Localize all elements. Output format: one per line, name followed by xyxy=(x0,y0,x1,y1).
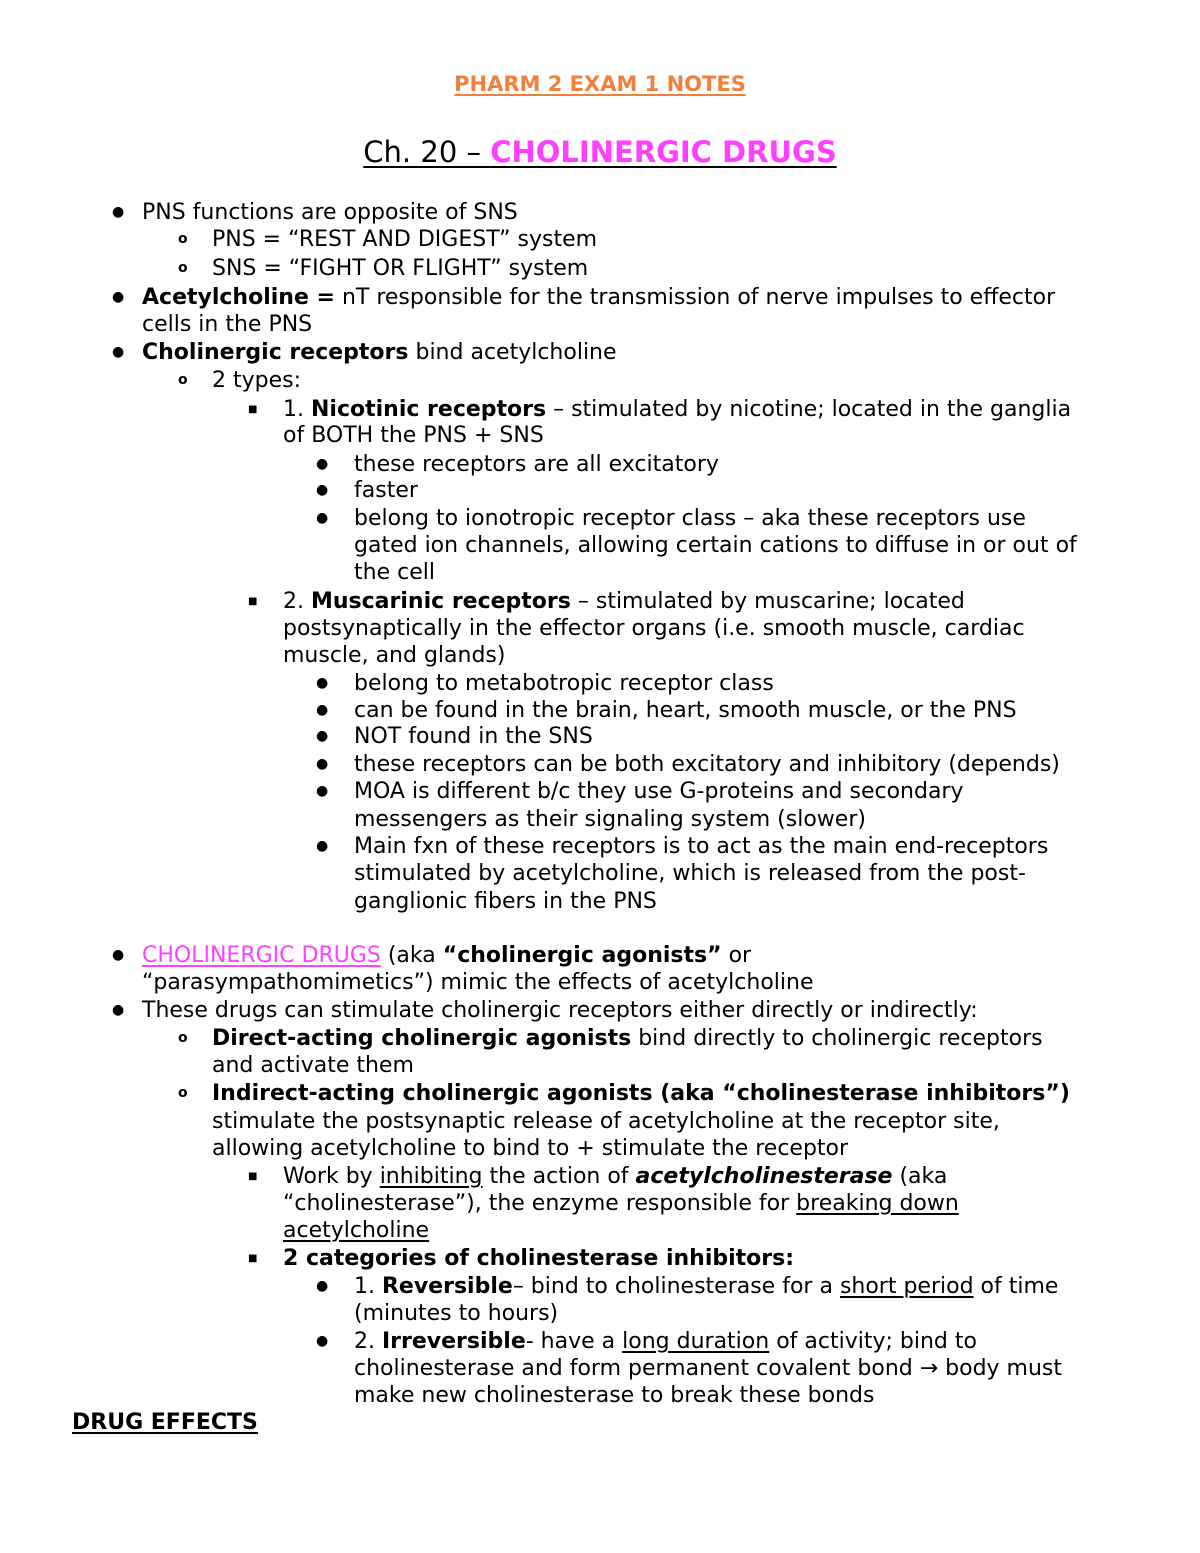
note-text: – bind to cholinesterase for a xyxy=(512,1274,840,1299)
note-line xyxy=(354,1328,977,1355)
note-line: MOA is different b/c they use G-proteins and secondary xyxy=(354,779,964,804)
note-line: 2 types: xyxy=(212,368,302,393)
note-text: nT responsible for the transmission of nerve impulses to effector xyxy=(334,285,1056,310)
bullet-level4: ● xyxy=(316,702,329,718)
term-muscarinic-receptors: Muscarinic receptors xyxy=(310,589,571,614)
note-text: - have a xyxy=(525,1329,623,1354)
chapter-prefix: Ch. 20 – xyxy=(363,135,491,169)
bullet-level1: ● xyxy=(112,344,125,360)
note-line: belong to ionotropic receptor class – aka these receptors use xyxy=(354,506,1026,531)
note-line: stimulate the postsynaptic release of acetylcholine at the receptor site, xyxy=(212,1109,1000,1134)
note-line xyxy=(283,1163,947,1190)
note-line xyxy=(283,1217,429,1244)
bullet-level3: ■ xyxy=(248,1171,258,1182)
bullet-level1: ● xyxy=(112,204,125,220)
note-text: (aka xyxy=(380,943,443,968)
bullet-level1: ● xyxy=(112,1002,125,1018)
note-text: or xyxy=(721,943,752,968)
note-line: muscle, and glands) xyxy=(283,643,506,668)
note-line: can be found in the brain, heart, smooth muscle, or the PNS xyxy=(354,698,1017,723)
note-line: These drugs can stimulate cholinergic receptors either directly or indirectly: xyxy=(142,998,978,1023)
note-line: stimulated by acetylcholine, which is released from the post- xyxy=(354,861,1026,886)
bullet-level2: o xyxy=(178,1085,188,1101)
term-long-duration: long duration xyxy=(622,1329,770,1354)
term-inhibiting: inhibiting xyxy=(379,1164,483,1189)
note-text: of activity; bind to xyxy=(769,1329,977,1354)
bullet-level1: ● xyxy=(112,289,125,305)
note-line: make new cholinesterase to break these bonds xyxy=(354,1383,875,1408)
note-line xyxy=(142,942,751,969)
term-two-categories: 2 categories of cholinesterase inhibitors: xyxy=(283,1246,795,1271)
note-line: these receptors are all excitatory xyxy=(354,452,719,477)
note-line: postsynaptically in the effector organs (i.e. smooth muscle, cardiac xyxy=(283,616,1025,641)
term-indirect-acting: Indirect-acting cholinergic agonists (aka “cholinesterase inhibitors”) xyxy=(212,1081,1070,1106)
chapter-topic: CHOLINERGIC DRUGS xyxy=(490,135,837,169)
note-line: NOT found in the SNS xyxy=(354,724,593,749)
note-text: (aka xyxy=(892,1164,948,1189)
note-line xyxy=(283,396,1071,423)
note-line: PNS = “REST AND DIGEST” system xyxy=(212,227,598,252)
bullet-level4: ● xyxy=(316,1333,329,1349)
term-irreversible: Irreversible xyxy=(381,1329,526,1354)
note-text: 1. xyxy=(354,1274,382,1299)
note-line xyxy=(212,1080,1070,1107)
note-line: SNS = “FIGHT OR FLIGHT” system xyxy=(212,256,589,281)
bullet-level4: ● xyxy=(316,510,329,526)
term-short-period: short period xyxy=(839,1274,974,1299)
note-line: ganglionic fibers in the PNS xyxy=(354,889,657,914)
note-text: “cholinesterase”), the enzyme responsible for xyxy=(283,1191,797,1216)
term-reversible: Reversible xyxy=(381,1274,513,1299)
document-title-text: PHARM 2 EXAM 1 NOTES xyxy=(454,72,746,96)
document-title xyxy=(0,72,1200,96)
note-line: messengers as their signaling system (slower) xyxy=(354,807,866,832)
bullet-level2: o xyxy=(178,1030,188,1046)
note-line: gated ion channels, allowing certain cations to diffuse in or out of xyxy=(354,533,1077,558)
bullet-level4: ● xyxy=(316,456,329,472)
note-line: of BOTH the PNS + SNS xyxy=(283,423,544,448)
bullet-level4: ● xyxy=(316,838,329,854)
note-line: faster xyxy=(354,478,418,503)
note-text: – stimulated by nicotine; located in the ganglia xyxy=(546,397,1072,422)
note-line: these receptors can be both excitatory and inhibitory (depends) xyxy=(354,752,1060,777)
note-line: cells in the PNS xyxy=(142,312,313,337)
chapter-heading xyxy=(0,135,1200,169)
bullet-level2: o xyxy=(178,372,188,388)
note-line xyxy=(283,588,965,615)
note-text: 2. xyxy=(283,589,311,614)
term-direct-acting: Direct-acting cholinergic agonists xyxy=(212,1026,632,1051)
term-cholinergic-agonists: “cholinergic agonists” xyxy=(442,943,722,968)
note-line: the cell xyxy=(354,560,435,585)
term-acetylcholine: Acetylcholine = xyxy=(142,285,335,310)
bullet-level3: ■ xyxy=(248,596,258,607)
bullet-level3: ■ xyxy=(248,404,258,415)
bullet-level4: ● xyxy=(316,482,329,498)
term-acetylcholine-underlined: acetylcholine xyxy=(283,1218,430,1243)
note-line: and activate them xyxy=(212,1053,414,1078)
bullet-level4: ● xyxy=(316,783,329,799)
note-text: bind directly to cholinergic receptors xyxy=(631,1026,1043,1051)
note-line: Main fxn of these receptors is to act as the main end-receptors xyxy=(354,834,1049,859)
note-line xyxy=(283,1245,794,1272)
note-line: belong to metabotropic receptor class xyxy=(354,671,774,696)
section-heading-drug-effects: DRUG EFFECTS xyxy=(72,1410,258,1435)
note-text: – stimulated by muscarine; located xyxy=(570,589,965,614)
note-text: 1. xyxy=(283,397,311,422)
note-line xyxy=(212,1025,1043,1052)
note-line: allowing acetylcholine to bind to + stimulate the receptor xyxy=(212,1136,849,1161)
term-acetylcholinesterase: acetylcholinesterase xyxy=(635,1164,893,1189)
bullet-level4: ● xyxy=(316,1278,329,1294)
note-line xyxy=(354,1273,1058,1300)
note-line: “parasympathomimetics”) mimic the effects of acetylcholine xyxy=(142,970,814,995)
note-text: Work by xyxy=(283,1164,380,1189)
bullet-level4: ● xyxy=(316,675,329,691)
note-line: cholinesterase and form permanent covalent bond → body must xyxy=(354,1356,1063,1381)
term-cholinergic-receptors: Cholinergic receptors xyxy=(142,340,409,365)
note-text: the action of xyxy=(482,1164,636,1189)
term-breaking-down: breaking down xyxy=(796,1191,959,1216)
bullet-level2: o xyxy=(178,231,188,247)
note-line: (minutes to hours) xyxy=(354,1301,559,1326)
bullet-level3: ■ xyxy=(248,1253,258,1264)
bullet-level2: o xyxy=(178,260,188,276)
note-text: bind acetylcholine xyxy=(408,340,617,365)
term-nicotinic-receptors: Nicotinic receptors xyxy=(310,397,547,422)
note-text: of time xyxy=(973,1274,1059,1299)
note-text: 2. xyxy=(354,1329,382,1354)
note-line xyxy=(142,339,617,366)
term-cholinergic-drugs: CHOLINERGIC DRUGS xyxy=(142,943,381,968)
note-line xyxy=(283,1190,959,1217)
note-line: PNS functions are opposite of SNS xyxy=(142,200,518,225)
bullet-level4: ● xyxy=(316,756,329,772)
bullet-level1: ● xyxy=(112,947,125,963)
bullet-level4: ● xyxy=(316,728,329,744)
note-line xyxy=(142,284,1055,311)
